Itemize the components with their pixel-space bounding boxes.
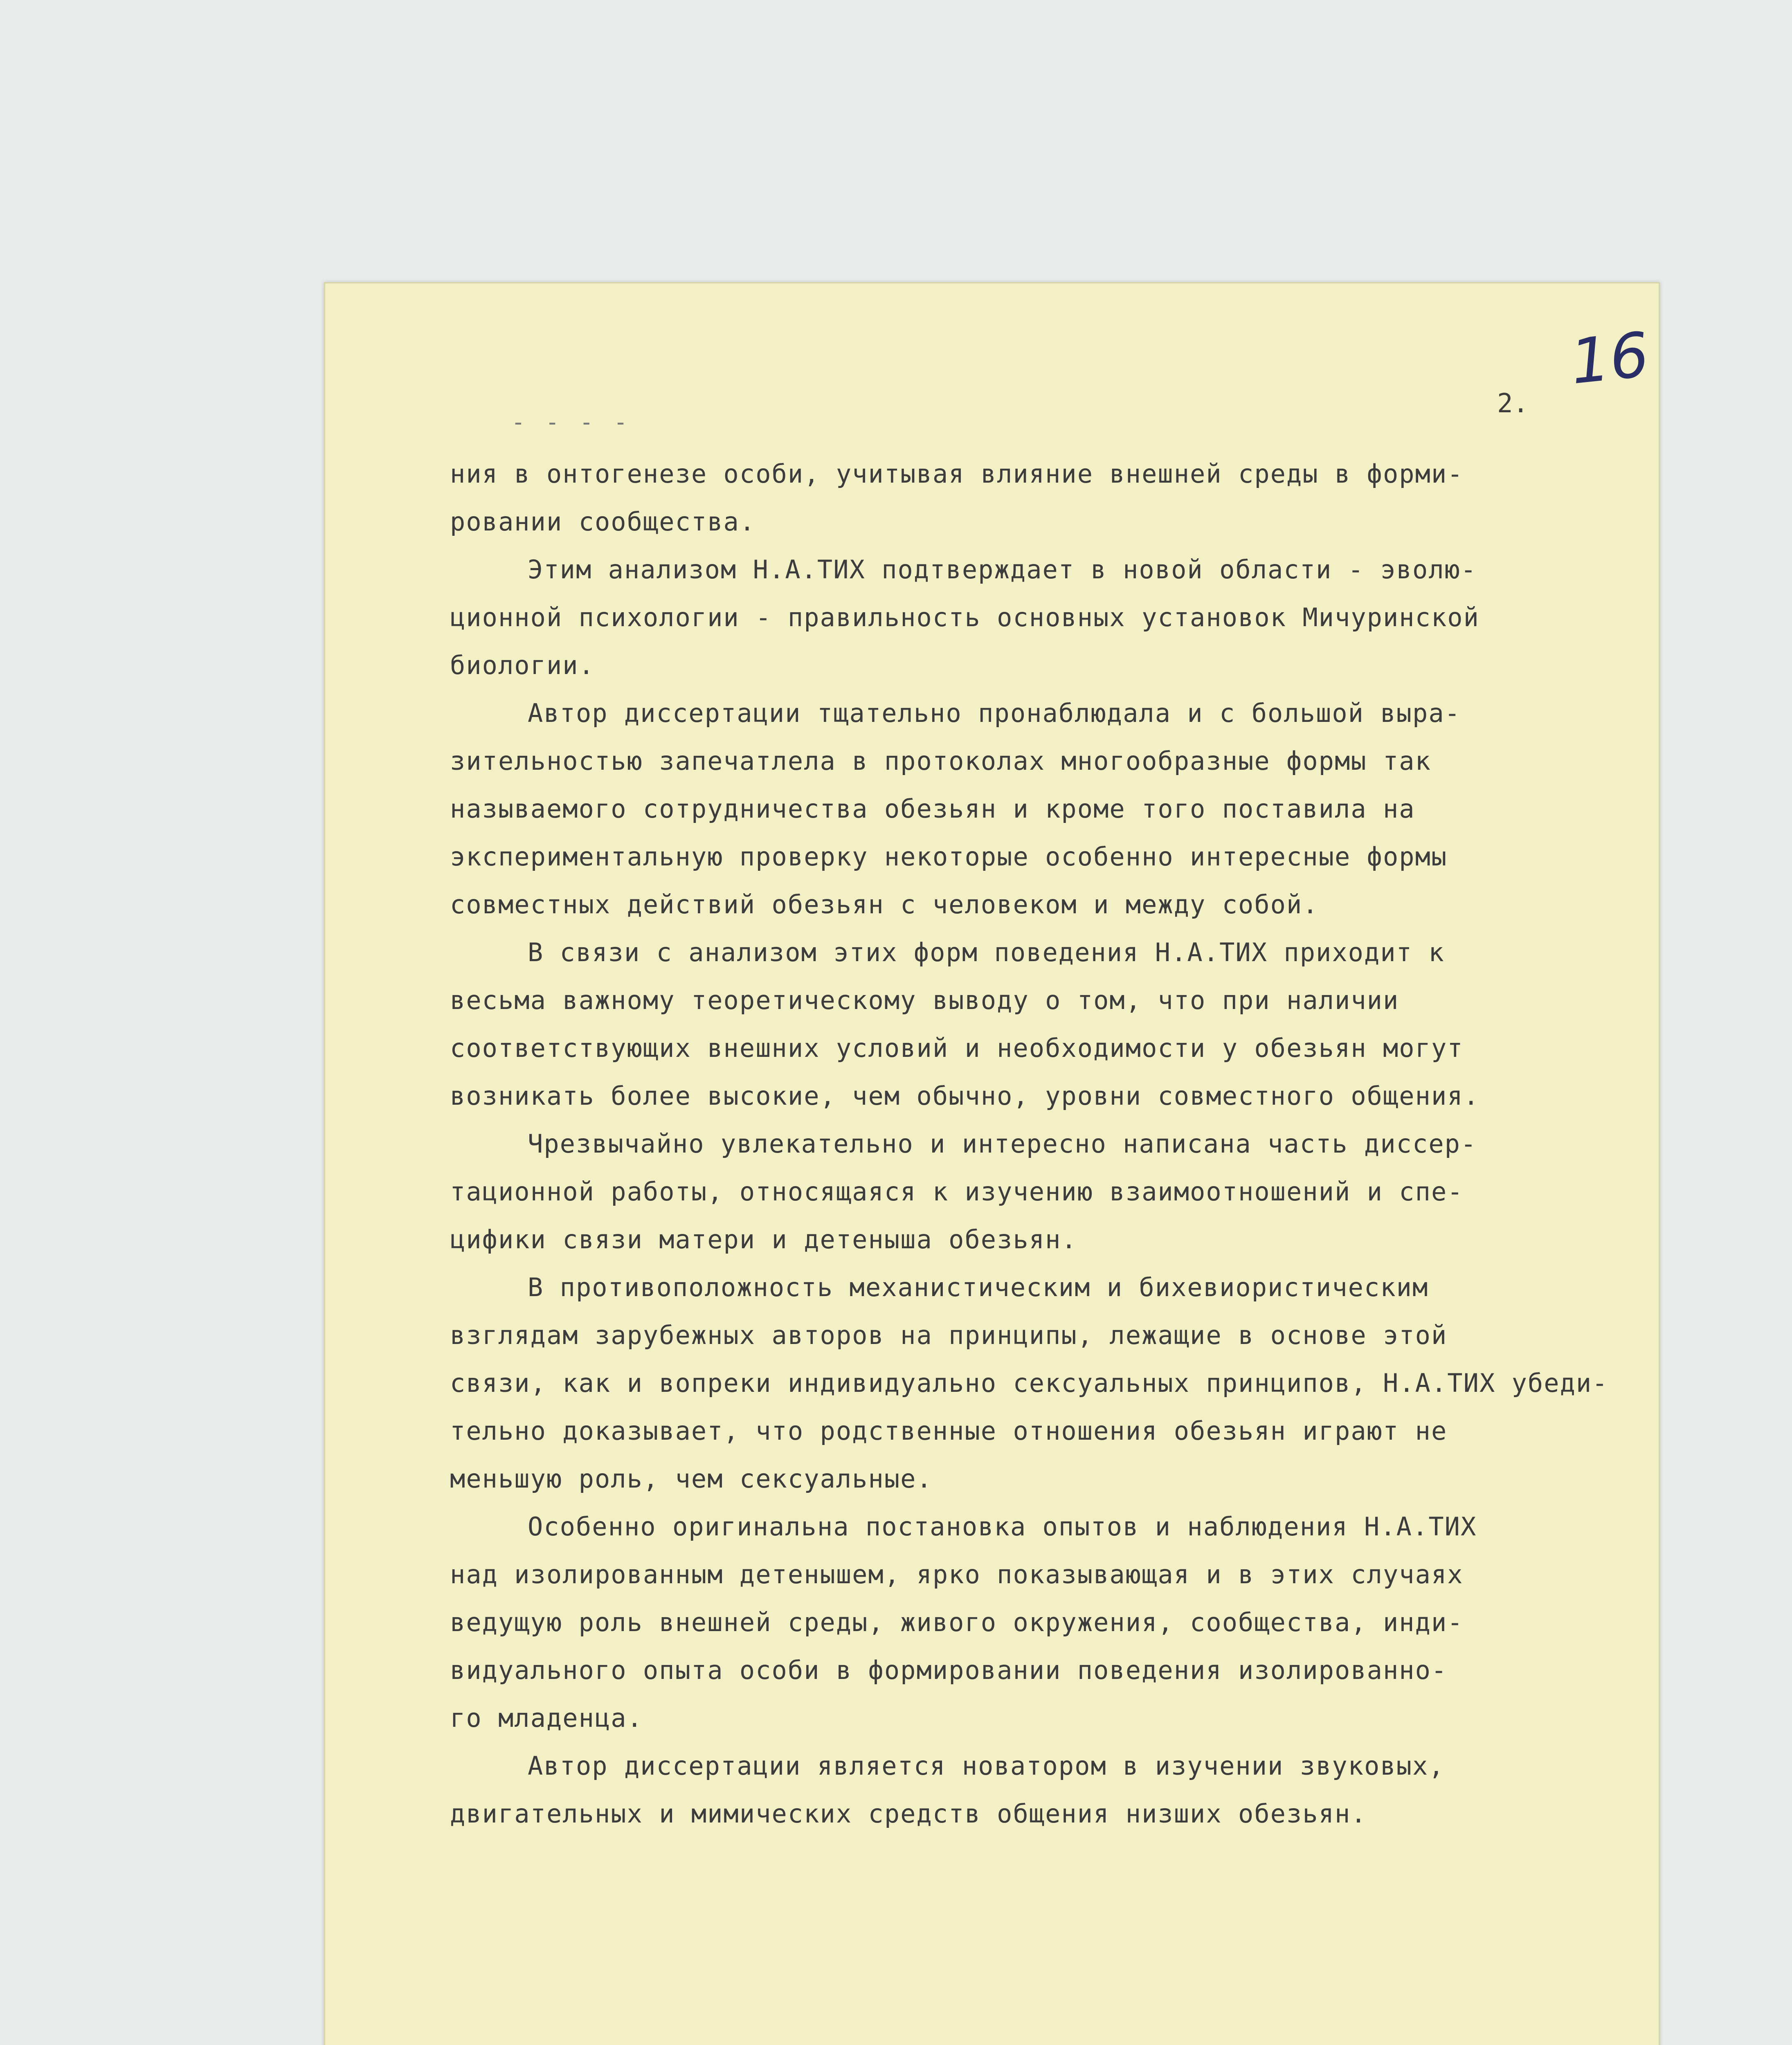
text-line-2: ровании сообщества. xyxy=(450,507,756,537)
text-line-6: Автор диссертации тщательно пронаблюдала и с большой выра- xyxy=(528,698,1461,728)
document-body xyxy=(450,459,1612,1847)
text-line-20: связи, как и вопреки индивидуально сексуальных принципов, Н.А.ТИХ убеди- xyxy=(450,1368,1608,1398)
text-line-11: В связи с анализом этих форм поведения Н.А.ТИХ приходит к xyxy=(528,937,1445,967)
text-line-28: Автор диссертации является новатором в изучении звуковых, xyxy=(528,1751,1445,1781)
text-line-21: тельно доказывает, что родственные отношения обезьян играют не xyxy=(450,1416,1448,1446)
text-line-15: Чрезвычайно увлекательно и интересно написана часть диссер- xyxy=(528,1129,1477,1159)
text-line-29: двигательных и мимических средств общения низших обезьян. xyxy=(450,1799,1367,1829)
text-line-5: биологии. xyxy=(450,650,595,680)
text-line-22: меньшую роль, чем сексуальные. xyxy=(450,1464,933,1494)
archive-page-number: 16 xyxy=(1567,319,1653,398)
text-line-26: видуального опыта особи в формировании поведения изолированно- xyxy=(450,1655,1448,1685)
text-line-14: возникать более высокие, чем обычно, уровни совместного общения. xyxy=(450,1081,1479,1111)
text-line-17: цифики связи матери и детеныша обезьян. xyxy=(450,1225,1077,1254)
text-line-13: соответствующих внешних условий и необходимости у обезьян могут xyxy=(450,1033,1464,1063)
text-line-23: Особенно оригинальна постановка опытов и наблюдения Н.А.ТИХ xyxy=(528,1512,1477,1542)
text-line-8: называемого сотрудничества обезьян и кроме того поставила на xyxy=(450,794,1415,824)
text-line-1: ния в онтогенезе особи, учитывая влияние внешней среды в форми- xyxy=(450,459,1464,489)
text-line-3: Этим анализом Н.А.ТИХ подтверждает в новой области - эволю- xyxy=(528,555,1477,584)
text-line-4: ционной психологии - правильность основных установок Мичуринской xyxy=(450,602,1479,632)
text-line-7: зительностью запечатлела в протоколах многообразные формы так xyxy=(450,746,1431,776)
text-line-18: В противоположность механистическим и бихевиористическим xyxy=(528,1272,1429,1302)
text-line-25: ведущую роль внешней среды, живого окружения, сообщества, инди- xyxy=(450,1607,1464,1637)
page-number: 2. xyxy=(1497,389,1529,419)
top-marks: - - - - xyxy=(511,409,631,436)
text-line-24: над изолированным детенышем, ярко показывающая и в этих случаях xyxy=(450,1560,1464,1589)
text-line-27: го младенца. xyxy=(450,1703,643,1733)
text-line-16: тационной работы, относящаяся к изучению взаимоотношений и спе- xyxy=(450,1177,1464,1207)
text-line-12: весьма важному теоретическому выводу о том, что при наличии xyxy=(450,985,1399,1015)
text-line-9: экспериментальную проверку некоторые особенно интересные формы xyxy=(450,842,1448,872)
text-line-19: взглядам зарубежных авторов на принципы, лежащие в основе этой xyxy=(450,1320,1448,1350)
text-line-10: совместных действий обезьян с человеком и между собой. xyxy=(450,890,1319,919)
